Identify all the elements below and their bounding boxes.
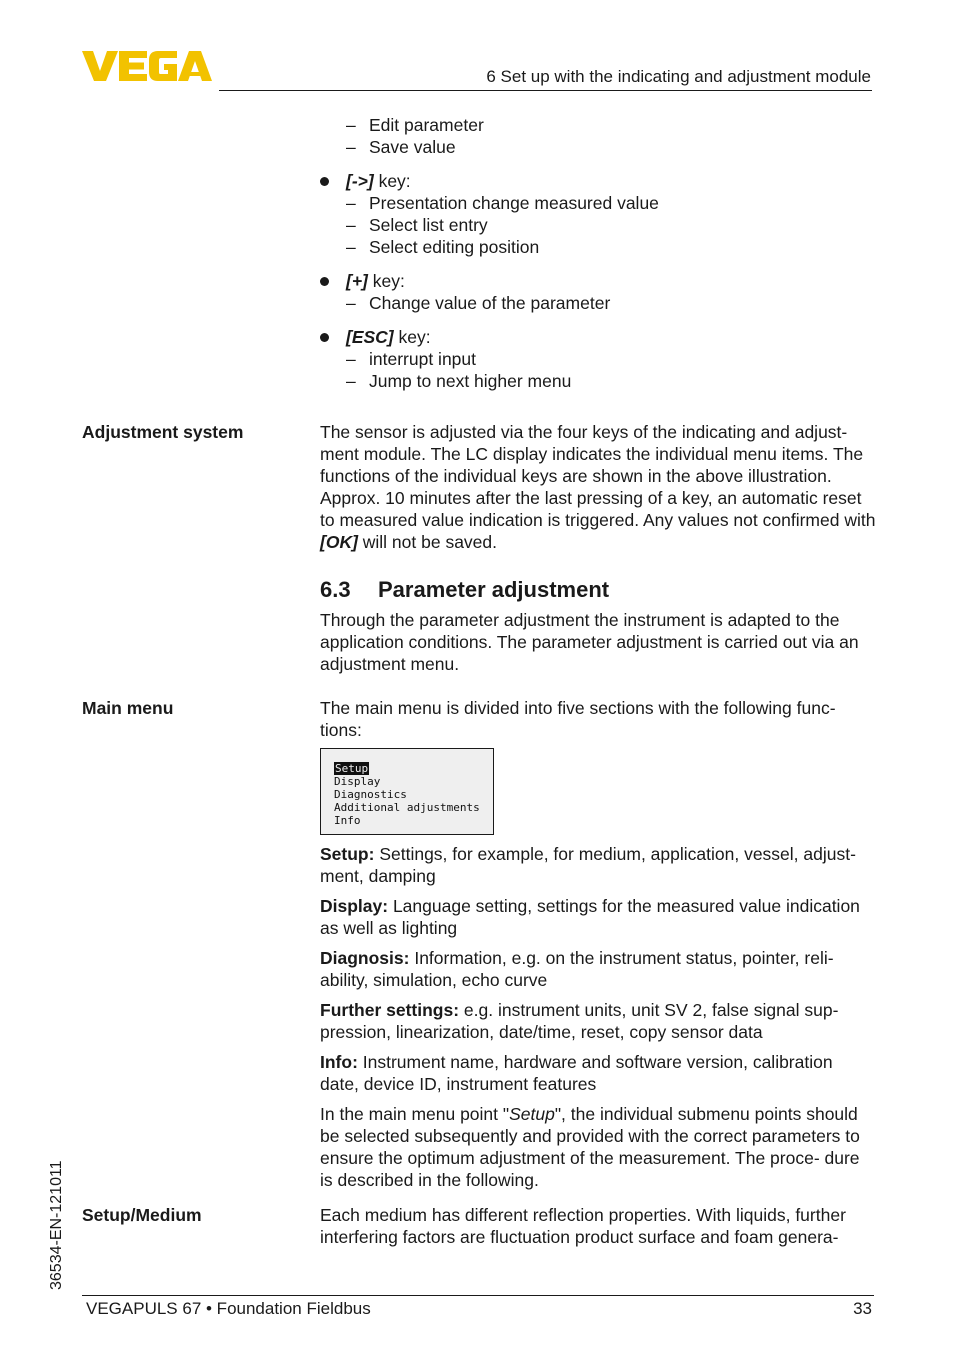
header-section-title: 6 Set up with the indicating and adjustment module bbox=[486, 67, 871, 86]
desc-info: Info: Instrument name, hardware and software version, calibration date, device ID, instrument features bbox=[320, 1052, 833, 1094]
section-title: Parameter adjustment bbox=[378, 577, 610, 602]
footer-product: VEGAPULS 67 • Foundation Fieldbus bbox=[86, 1299, 371, 1318]
main-menu-descriptions bbox=[320, 843, 876, 1199]
main-menu-intro: The main menu is divided into five sections with the following func- tions: bbox=[320, 698, 836, 740]
lcd-menu-item: Setup bbox=[335, 762, 369, 775]
list-item: – Select list entry bbox=[346, 215, 488, 235]
page-number: 33 bbox=[853, 1299, 872, 1318]
vega-logo bbox=[82, 50, 212, 87]
section-heading bbox=[320, 577, 609, 603]
section-intro: Through the parameter adjustment the instrument is adapted to the application conditions. The parameter adjustment is carried out via an adjustment menu. bbox=[320, 610, 859, 674]
lcd-menu-item: Additional adjustments bbox=[334, 801, 480, 814]
list-item: – Select editing position bbox=[346, 237, 540, 257]
lcd-display bbox=[320, 748, 494, 835]
desc-diagnosis: Diagnosis: Information, e.g. on the instrument status, pointer, reli- ability, simulation, echo curve bbox=[320, 948, 834, 990]
adjustment-system-label: Adjustment system bbox=[82, 422, 244, 442]
bullet-icon bbox=[320, 177, 329, 186]
list-item: – interrupt input bbox=[346, 349, 477, 369]
bullet-plus-key: [+] key: bbox=[320, 270, 880, 292]
bullet-arrow-key: [->] key: bbox=[320, 170, 880, 192]
lcd-menu-item: Display bbox=[334, 775, 381, 788]
section-number: 6.3 bbox=[320, 577, 351, 602]
bullet-icon bbox=[320, 277, 329, 286]
list-item: – Jump to next higher menu bbox=[346, 371, 572, 391]
key-function-list bbox=[320, 114, 880, 392]
desc-setup: Setup: Settings, for example, for medium, application, vessel, adjust- ment, damping bbox=[320, 844, 856, 886]
lcd-menu bbox=[334, 762, 480, 827]
list-item: – Change value of the parameter bbox=[346, 293, 611, 313]
desc-display: Display: Language setting, settings for the measured value indication as well as lighting bbox=[320, 896, 860, 938]
main-menu-closing: In the main menu point "Setup", the individual submenu points should be selected subsequently and provided with the correct parameters to ensure the optimum adjustment of the measurement. The proce- dure is described in the following. bbox=[320, 1104, 860, 1190]
main-menu-label: Main menu bbox=[82, 698, 174, 718]
bullet-esc-key: [ESC] key: bbox=[320, 326, 880, 348]
header-divider bbox=[219, 90, 872, 91]
setup-medium-label: Setup/Medium bbox=[82, 1205, 202, 1225]
bullet-icon bbox=[320, 333, 329, 342]
setup-medium-text: Each medium has different reflection properties. With liquids, further interfering factors are fluctuation product surface and foam genera- bbox=[320, 1205, 846, 1247]
lcd-menu-item: Info bbox=[334, 814, 361, 827]
adjustment-system-text: The sensor is adjusted via the four keys of the indicating and adjust- ment module. The LC display indicates the individual menu items. The functions of the individual keys are shown in the above illustration. Approx. 10 minutes after the last pressing of a key, an automatic reset to measured value indication is triggered. Any values not confirmed with [OK] will not be saved. bbox=[320, 422, 876, 552]
footer-divider bbox=[82, 1295, 874, 1296]
lcd-menu-item: Diagnostics bbox=[334, 788, 407, 801]
document-id: 36534-EN-121011 bbox=[48, 1160, 65, 1290]
list-item: – Save value bbox=[346, 137, 456, 157]
logo-text bbox=[212, 50, 213, 51]
list-item: – Edit parameter bbox=[346, 115, 484, 135]
vega-logo-graphic bbox=[82, 50, 212, 82]
desc-further-settings: Further settings: e.g. instrument units, unit SV 2, false signal sup- pression, linearization, date/time, reset, copy sensor data bbox=[320, 1000, 839, 1042]
list-item: – Presentation change measured value bbox=[346, 193, 659, 213]
